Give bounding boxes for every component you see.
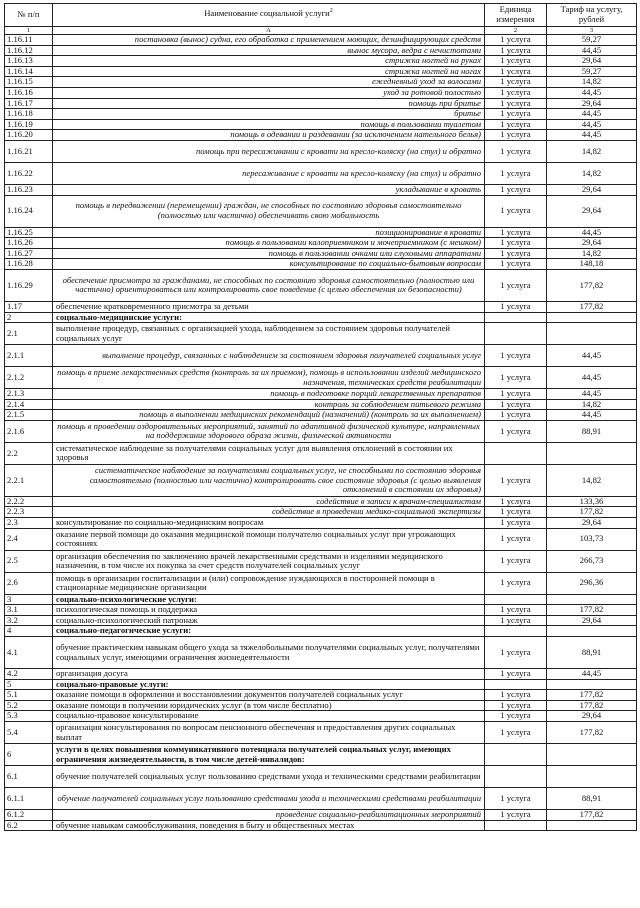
row-tariff: 177,82 bbox=[547, 810, 637, 821]
row-number: 1.16.18 bbox=[5, 109, 53, 120]
row-unit: 1 услуга bbox=[485, 301, 547, 312]
row-unit: 1 услуга bbox=[485, 227, 547, 238]
row-number: 1.16.14 bbox=[5, 66, 53, 77]
tariff-document bbox=[4, 3, 636, 831]
table-row bbox=[5, 518, 637, 529]
table-row bbox=[5, 389, 637, 400]
row-tariff: 29,64 bbox=[547, 195, 637, 227]
row-number: 1.16.16 bbox=[5, 87, 53, 98]
row-unit bbox=[485, 744, 547, 766]
row-service-name: социально-психологические услуги: bbox=[53, 594, 485, 605]
table-row bbox=[5, 66, 637, 77]
row-unit: 1 услуга bbox=[485, 77, 547, 88]
row-service-name: содействие в записи к врачам-специалистам bbox=[53, 496, 485, 507]
table-row bbox=[5, 420, 637, 442]
row-service-name: вынос мусора, ведра с нечистотами bbox=[53, 45, 485, 56]
row-unit: 1 услуга bbox=[485, 690, 547, 701]
row-tariff: 29,64 bbox=[547, 184, 637, 195]
row-service-name: обеспечение присмотра за гражданами, не способных по состоянию здоровья самостоятельно (полностью или частично) ориентироваться или контролировать свое поведение (с целью обеспечения их безопасности) bbox=[53, 269, 485, 301]
row-service-name: позиционирование в кровати bbox=[53, 227, 485, 238]
row-number: 1.16.21 bbox=[5, 140, 53, 162]
row-unit: 1 услуга bbox=[485, 109, 547, 120]
row-unit: 1 услуга bbox=[485, 399, 547, 410]
table-row bbox=[5, 248, 637, 259]
row-tariff: 88,91 bbox=[547, 420, 637, 442]
row-tariff: 177,82 bbox=[547, 690, 637, 701]
row-service-name: постановка (вынос) судна, его обработка с применением моющих, дезинфицирующих средств bbox=[53, 35, 485, 46]
row-service-name: помощь в приеме лекарственных средств (контроль за их приемом), помощь в использовании изделий медицинского назначения, технических средств реабилитации bbox=[53, 367, 485, 389]
row-service-name: помощь в одевании и раздевании (за исключением нательного белья) bbox=[53, 130, 485, 141]
row-tariff: 14,82 bbox=[547, 464, 637, 496]
row-number: 1.16.15 bbox=[5, 77, 53, 88]
row-number: 2.5 bbox=[5, 550, 53, 572]
row-unit: 1 услуга bbox=[485, 140, 547, 162]
table-row bbox=[5, 637, 637, 669]
row-tariff: 44,45 bbox=[547, 669, 637, 680]
row-number: 6.1 bbox=[5, 766, 53, 788]
row-tariff: 88,91 bbox=[547, 788, 637, 810]
row-number: 2.4 bbox=[5, 528, 53, 550]
row-number: 1.16.28 bbox=[5, 259, 53, 270]
table-row bbox=[5, 700, 637, 711]
row-unit bbox=[485, 766, 547, 788]
row-unit: 1 услуга bbox=[485, 45, 547, 56]
table-row bbox=[5, 119, 637, 130]
row-number: 1.17 bbox=[5, 301, 53, 312]
row-service-name: обучение практическим навыкам общего ухода за тяжелобольными получателями социальных услуг, получателями социальных услуг, имеющими ограничения жизнедеятельности bbox=[53, 637, 485, 669]
row-unit bbox=[485, 594, 547, 605]
row-number: 6.1.2 bbox=[5, 810, 53, 821]
row-unit: 1 услуга bbox=[485, 248, 547, 259]
row-service-name: контроль за соблюдением питьевого режима bbox=[53, 399, 485, 410]
row-tariff: 177,82 bbox=[547, 301, 637, 312]
table-row bbox=[5, 367, 637, 389]
row-service-name: помощь в подготовке порций лекарственных препаратов bbox=[53, 389, 485, 400]
table-row bbox=[5, 594, 637, 605]
table-row bbox=[5, 130, 637, 141]
row-tariff bbox=[547, 679, 637, 690]
table-row bbox=[5, 690, 637, 701]
row-unit bbox=[485, 820, 547, 831]
table-row bbox=[5, 507, 637, 518]
table-row bbox=[5, 345, 637, 367]
row-unit: 1 услуга bbox=[485, 550, 547, 572]
row-tariff: 29,64 bbox=[547, 711, 637, 722]
row-service-name: оказание помощи в получении юридических услуг (в том числе бесплатно) bbox=[53, 700, 485, 711]
header-num: № п/п bbox=[5, 4, 53, 27]
row-unit: 1 услуга bbox=[485, 788, 547, 810]
row-number: 2.2.1 bbox=[5, 464, 53, 496]
table-row bbox=[5, 323, 637, 345]
row-unit: 1 услуга bbox=[485, 259, 547, 270]
row-tariff: 44,45 bbox=[547, 119, 637, 130]
row-unit: 1 услуга bbox=[485, 269, 547, 301]
row-service-name: стрижка ногтей на руках bbox=[53, 56, 485, 67]
row-tariff bbox=[547, 766, 637, 788]
tariff-table bbox=[4, 3, 637, 831]
row-service-name: проведение социально-реабилитационных мероприятий bbox=[53, 810, 485, 821]
row-number: 2.1.1 bbox=[5, 345, 53, 367]
row-number: 2.2.3 bbox=[5, 507, 53, 518]
row-tariff: 177,82 bbox=[547, 700, 637, 711]
row-tariff: 148,18 bbox=[547, 259, 637, 270]
row-service-name: помощь при бритье bbox=[53, 98, 485, 109]
table-row bbox=[5, 238, 637, 249]
row-unit: 1 услуга bbox=[485, 722, 547, 744]
row-unit: 1 услуга bbox=[485, 605, 547, 616]
row-number: 3.2 bbox=[5, 615, 53, 626]
row-service-name: содействие в проведении медико-социальной экспертизы bbox=[53, 507, 485, 518]
row-tariff: 29,64 bbox=[547, 98, 637, 109]
header-tariff: Тариф на услугу, рублей bbox=[547, 4, 637, 27]
row-unit: 1 услуга bbox=[485, 35, 547, 46]
table-row bbox=[5, 77, 637, 88]
table-row bbox=[5, 496, 637, 507]
row-unit: 1 услуга bbox=[485, 507, 547, 518]
row-service-name: обучение навыкам самообслуживания, поведения в быту и общественных местах bbox=[53, 820, 485, 831]
row-number: 2.1.2 bbox=[5, 367, 53, 389]
row-service-name: обеспечение кратковременного присмотра за детьми bbox=[53, 301, 485, 312]
table-row bbox=[5, 669, 637, 680]
table-row bbox=[5, 550, 637, 572]
row-tariff: 296,36 bbox=[547, 572, 637, 594]
row-service-name: пересаживание с кровати на кресло-коляску (на стул) и обратно bbox=[53, 162, 485, 184]
row-tariff: 44,45 bbox=[547, 87, 637, 98]
row-unit: 1 услуга bbox=[485, 496, 547, 507]
row-service-name: организация консультирования по вопросам пенсионного обеспечения и предоставления других социальных выплат bbox=[53, 722, 485, 744]
row-service-name: социально-правовые услуги: bbox=[53, 679, 485, 690]
row-number: 1.16.23 bbox=[5, 184, 53, 195]
row-number: 2.2 bbox=[5, 442, 53, 464]
header-name-text: Наименование социальной услуги bbox=[204, 7, 330, 18]
table-row bbox=[5, 679, 637, 690]
table-body bbox=[5, 35, 637, 831]
row-number: 2.6 bbox=[5, 572, 53, 594]
row-unit bbox=[485, 679, 547, 690]
row-unit: 1 услуга bbox=[485, 810, 547, 821]
header-index-tariff: 3 bbox=[547, 27, 637, 35]
table-row bbox=[5, 45, 637, 56]
row-unit: 1 услуга bbox=[485, 56, 547, 67]
row-service-name: психологическая помощь и поддержка bbox=[53, 605, 485, 616]
row-unit: 1 услуга bbox=[485, 464, 547, 496]
row-service-name: помощь в проведении оздоровительных мероприятий, занятий по адаптивной физической культуре, направленных на поддержание здорового образа жизни, физической активности bbox=[53, 420, 485, 442]
row-tariff: 29,64 bbox=[547, 238, 637, 249]
table-row bbox=[5, 722, 637, 744]
row-tariff: 44,45 bbox=[547, 227, 637, 238]
row-unit: 1 услуга bbox=[485, 669, 547, 680]
row-service-name: помощь в выполнении медицинских рекомендаций (назначений) (контроль за их выполнением) bbox=[53, 410, 485, 421]
row-service-name: обучение получателей социальных услуг пользованию средствами ухода и техническими средствами реабилитации bbox=[53, 766, 485, 788]
row-number: 5 bbox=[5, 679, 53, 690]
row-number: 4.1 bbox=[5, 637, 53, 669]
row-tariff bbox=[547, 442, 637, 464]
row-tariff: 44,45 bbox=[547, 389, 637, 400]
row-number: 2 bbox=[5, 312, 53, 323]
row-service-name: организация досуга bbox=[53, 669, 485, 680]
table-row bbox=[5, 87, 637, 98]
row-unit: 1 услуга bbox=[485, 130, 547, 141]
row-number: 6.2 bbox=[5, 820, 53, 831]
row-tariff: 44,45 bbox=[547, 410, 637, 421]
header-name bbox=[53, 4, 485, 27]
row-number: 4.2 bbox=[5, 669, 53, 680]
row-service-name: помощь в пользовании туалетом bbox=[53, 119, 485, 130]
row-service-name: консультирование по социально-медицинским вопросам bbox=[53, 518, 485, 529]
row-tariff: 44,45 bbox=[547, 130, 637, 141]
table-row bbox=[5, 162, 637, 184]
row-number: 5.3 bbox=[5, 711, 53, 722]
row-unit bbox=[485, 626, 547, 637]
row-tariff: 14,82 bbox=[547, 162, 637, 184]
row-unit: 1 услуга bbox=[485, 184, 547, 195]
row-tariff bbox=[547, 744, 637, 766]
row-tariff: 29,64 bbox=[547, 56, 637, 67]
row-number: 3.1 bbox=[5, 605, 53, 616]
table-row bbox=[5, 35, 637, 46]
row-tariff: 266,73 bbox=[547, 550, 637, 572]
row-service-name: бритье bbox=[53, 109, 485, 120]
row-number: 2.3 bbox=[5, 518, 53, 529]
row-unit: 1 услуга bbox=[485, 66, 547, 77]
table-row bbox=[5, 227, 637, 238]
row-tariff: 88,91 bbox=[547, 637, 637, 669]
row-tariff: 44,45 bbox=[547, 367, 637, 389]
row-number: 2.1.6 bbox=[5, 420, 53, 442]
row-number: 1.16.26 bbox=[5, 238, 53, 249]
table-row bbox=[5, 109, 637, 120]
row-number: 1.16.27 bbox=[5, 248, 53, 259]
row-tariff: 14,82 bbox=[547, 140, 637, 162]
table-row bbox=[5, 269, 637, 301]
row-service-name: систематическое наблюдение за получателями социальных услуг, не способными по состоянию здоровья самостоятельно (полностью или частично) контролировать свое состояние здоровья (с целью выявления отклонений в состоянии их здоровья) bbox=[53, 464, 485, 496]
row-service-name: оказание помощи в оформлении и восстановлении документов получателей социальных услуг bbox=[53, 690, 485, 701]
row-tariff: 29,64 bbox=[547, 615, 637, 626]
table-row bbox=[5, 442, 637, 464]
row-number: 1.16.19 bbox=[5, 119, 53, 130]
table-row bbox=[5, 195, 637, 227]
table-row bbox=[5, 711, 637, 722]
header-index-name: А bbox=[53, 27, 485, 35]
row-tariff bbox=[547, 312, 637, 323]
row-unit: 1 услуга bbox=[485, 238, 547, 249]
row-unit: 1 услуга bbox=[485, 98, 547, 109]
row-service-name: помощь при пересаживании с кровати на кресло-коляску (на стул) и обратно bbox=[53, 140, 485, 162]
row-number: 1.16.12 bbox=[5, 45, 53, 56]
row-number: 1.16.29 bbox=[5, 269, 53, 301]
row-unit: 1 услуга bbox=[485, 572, 547, 594]
table-row bbox=[5, 820, 637, 831]
header-index-num: 1 bbox=[5, 27, 53, 35]
row-unit: 1 услуга bbox=[485, 195, 547, 227]
row-tariff: 59,27 bbox=[547, 35, 637, 46]
row-unit: 1 услуга bbox=[485, 345, 547, 367]
row-tariff: 177,82 bbox=[547, 269, 637, 301]
table-row bbox=[5, 615, 637, 626]
table-row bbox=[5, 184, 637, 195]
table-row bbox=[5, 766, 637, 788]
row-number: 2.1.3 bbox=[5, 389, 53, 400]
row-service-name: оказание первой помощи до оказания медицинской помощи получателю социальных услуг при угрожающих состояниях bbox=[53, 528, 485, 550]
row-number: 2.1.4 bbox=[5, 399, 53, 410]
row-unit: 1 услуга bbox=[485, 389, 547, 400]
row-service-name: помощь в пользовании калоприемником и мочеприемником (с мешком) bbox=[53, 238, 485, 249]
row-tariff: 14,82 bbox=[547, 77, 637, 88]
row-tariff: 44,45 bbox=[547, 109, 637, 120]
row-unit: 1 услуга bbox=[485, 518, 547, 529]
row-service-name: социально-правовое консультирование bbox=[53, 711, 485, 722]
row-unit: 1 услуга bbox=[485, 420, 547, 442]
row-unit: 1 услуга bbox=[485, 700, 547, 711]
table-row bbox=[5, 410, 637, 421]
row-tariff: 59,27 bbox=[547, 66, 637, 77]
table-row bbox=[5, 98, 637, 109]
row-tariff: 44,45 bbox=[547, 45, 637, 56]
row-service-name: уход за ротовой полостью bbox=[53, 87, 485, 98]
row-number: 1.16.11 bbox=[5, 35, 53, 46]
row-tariff: 177,82 bbox=[547, 507, 637, 518]
row-service-name: помощь в организации госпитализации и (или) сопровождение нуждающихся в посторонней помощи в стационарные медицинские организации bbox=[53, 572, 485, 594]
row-unit: 1 услуга bbox=[485, 528, 547, 550]
row-number: 1.16.20 bbox=[5, 130, 53, 141]
row-unit: 1 услуга bbox=[485, 637, 547, 669]
row-number: 6 bbox=[5, 744, 53, 766]
row-service-name: стрижка ногтей на ногах bbox=[53, 66, 485, 77]
row-unit: 1 услуга bbox=[485, 410, 547, 421]
row-number: 2.2.2 bbox=[5, 496, 53, 507]
table-row bbox=[5, 399, 637, 410]
header-index-unit: 2 bbox=[485, 27, 547, 35]
row-service-name: выполнение процедур, связанных с наблюдением за состоянием здоровья получателей социальных услуг bbox=[53, 345, 485, 367]
row-unit: 1 услуга bbox=[485, 87, 547, 98]
row-number: 2.1.5 bbox=[5, 410, 53, 421]
row-tariff: 177,82 bbox=[547, 605, 637, 616]
table-row bbox=[5, 528, 637, 550]
table-row bbox=[5, 259, 637, 270]
row-number: 1.16.24 bbox=[5, 195, 53, 227]
table-row bbox=[5, 605, 637, 616]
row-number: 6.1.1 bbox=[5, 788, 53, 810]
row-number: 1.16.25 bbox=[5, 227, 53, 238]
row-service-name: социально-медицинские услуги: bbox=[53, 312, 485, 323]
row-tariff: 133,36 bbox=[547, 496, 637, 507]
row-tariff bbox=[547, 820, 637, 831]
row-number: 5.2 bbox=[5, 700, 53, 711]
header-row bbox=[5, 4, 637, 27]
table-row bbox=[5, 810, 637, 821]
row-service-name: помощь в передвижении (перемещении) граждан, не способных по состоянию здоровья самостоятельно (полностью или частично) обеспечивать свою мобильность bbox=[53, 195, 485, 227]
row-unit: 1 услуга bbox=[485, 615, 547, 626]
row-number: 1.16.22 bbox=[5, 162, 53, 184]
table-row bbox=[5, 56, 637, 67]
row-unit bbox=[485, 312, 547, 323]
table-row bbox=[5, 140, 637, 162]
row-number: 1.16.13 bbox=[5, 56, 53, 67]
row-tariff bbox=[547, 323, 637, 345]
row-service-name: консультирование по социально-бытовым вопросам bbox=[53, 259, 485, 270]
header-index-row bbox=[5, 27, 637, 35]
row-service-name: услуги в целях повышения коммуникативного потенциала получателей социальных услуг, имеющих ограничения жизнедеятельности, в том числе детей-инвалидов: bbox=[53, 744, 485, 766]
row-tariff: 177,82 bbox=[547, 722, 637, 744]
table-row bbox=[5, 788, 637, 810]
table-row bbox=[5, 744, 637, 766]
row-tariff bbox=[547, 626, 637, 637]
row-service-name: организация обеспечения по заключению врачей лекарственными средствами и изделиями медицинского назначения, в том числе их покупка за счет средств получателей социальных услуг bbox=[53, 550, 485, 572]
row-number: 2.1 bbox=[5, 323, 53, 345]
table-row bbox=[5, 464, 637, 496]
row-number: 1.16.17 bbox=[5, 98, 53, 109]
row-service-name: социально-психологический патронаж bbox=[53, 615, 485, 626]
row-number: 4 bbox=[5, 626, 53, 637]
row-service-name: обучение получателей социальных услуг пользованию средствами ухода и техническими средствами реабилитации bbox=[53, 788, 485, 810]
header-unit: Единица измерения bbox=[485, 4, 547, 27]
row-number: 3 bbox=[5, 594, 53, 605]
row-unit: 1 услуга bbox=[485, 162, 547, 184]
row-tariff: 14,82 bbox=[547, 399, 637, 410]
row-service-name: социально-педагогические услуги: bbox=[53, 626, 485, 637]
header-name-sup: 2 bbox=[329, 8, 333, 14]
row-tariff: 44,45 bbox=[547, 345, 637, 367]
row-tariff: 14,82 bbox=[547, 248, 637, 259]
row-tariff: 103,73 bbox=[547, 528, 637, 550]
table-row bbox=[5, 301, 637, 312]
row-service-name: ежедневный уход за волосами bbox=[53, 77, 485, 88]
row-service-name: укладывание в кровать bbox=[53, 184, 485, 195]
table-row bbox=[5, 312, 637, 323]
row-tariff: 29,64 bbox=[547, 518, 637, 529]
row-unit bbox=[485, 442, 547, 464]
row-unit: 1 услуга bbox=[485, 119, 547, 130]
table-row bbox=[5, 626, 637, 637]
row-tariff bbox=[547, 594, 637, 605]
row-number: 5.4 bbox=[5, 722, 53, 744]
row-service-name: систематическое наблюдение за получателями социальных услуг для выявления отклонений в состоянии их здоровья bbox=[53, 442, 485, 464]
row-unit: 1 услуга bbox=[485, 367, 547, 389]
row-service-name: помощь в пользовании очками или слуховыми аппаратами bbox=[53, 248, 485, 259]
row-unit: 1 услуга bbox=[485, 711, 547, 722]
table-row bbox=[5, 572, 637, 594]
row-unit bbox=[485, 323, 547, 345]
row-service-name: выполнение процедур, связанных с организацией ухода, наблюдением за состоянием здоровья получателей социальных услуг bbox=[53, 323, 485, 345]
row-number: 5.1 bbox=[5, 690, 53, 701]
